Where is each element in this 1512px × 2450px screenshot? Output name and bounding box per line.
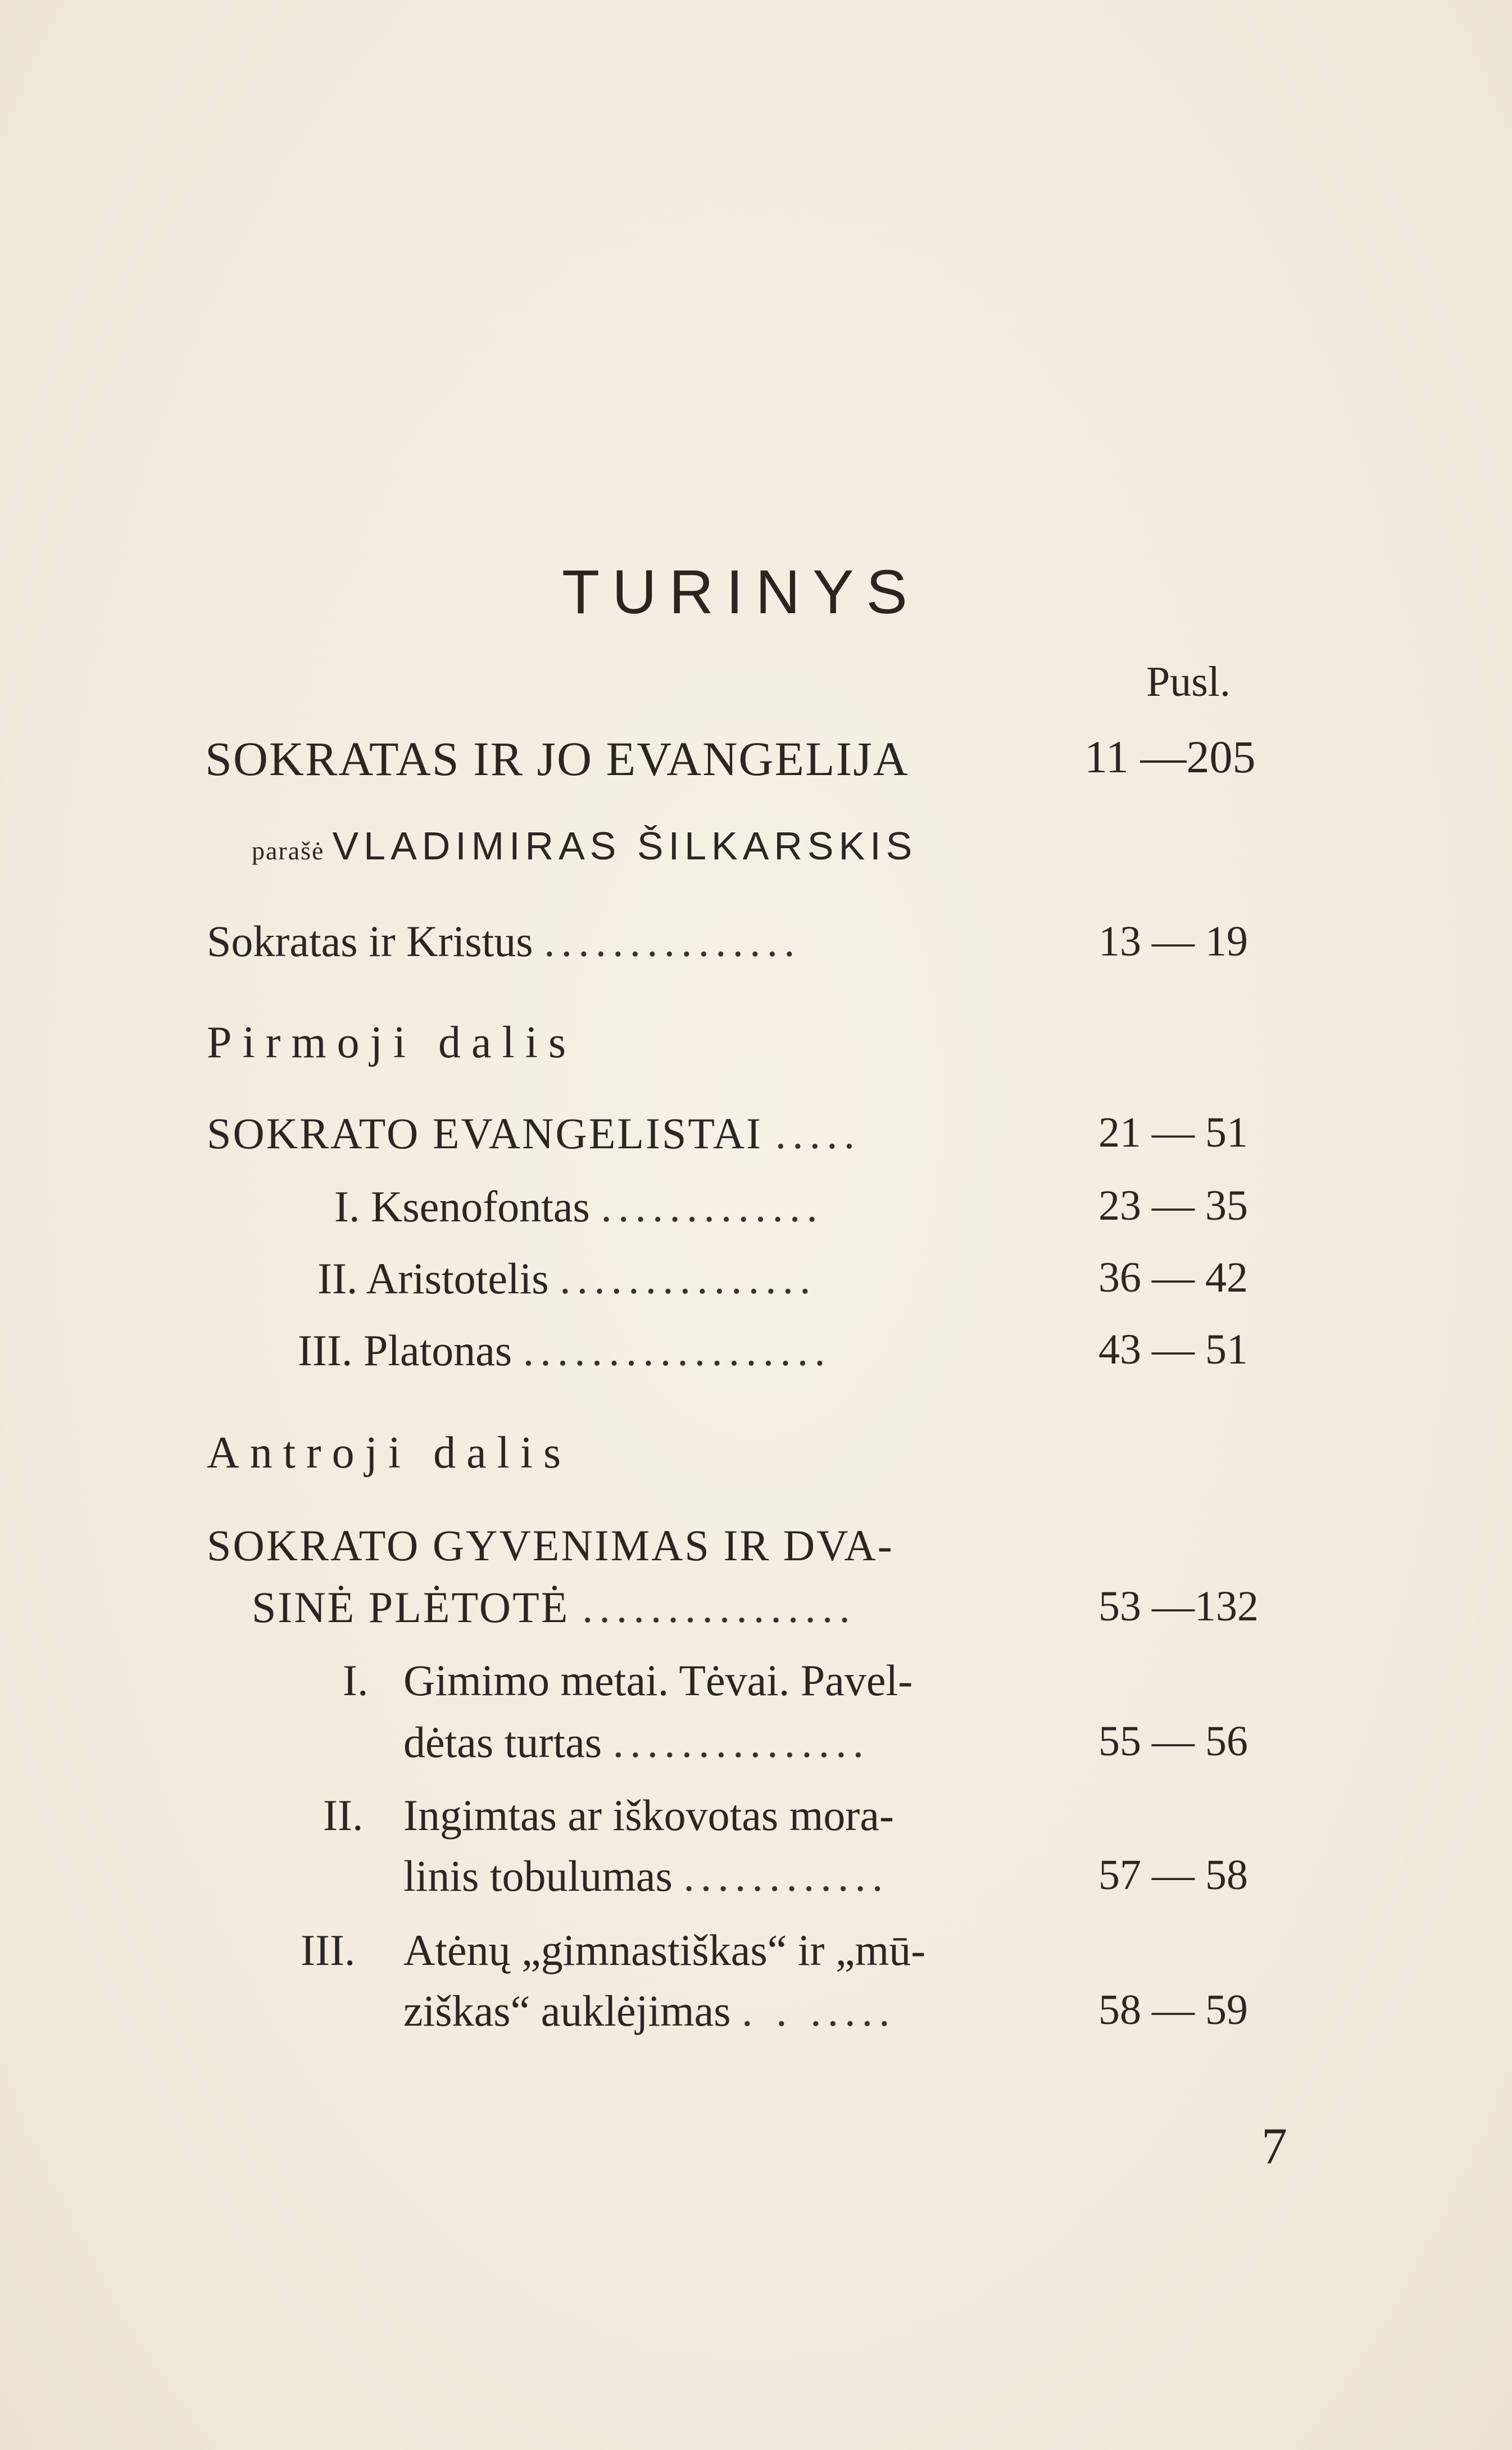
toc-leader-dots: ..... — [775, 1109, 861, 1158]
toc-leader-dots: ............... — [612, 1718, 870, 1767]
toc-item-platonas — [298, 1325, 832, 1376]
toc-item-ingimtas-pages: 57 — 58 — [1098, 1851, 1248, 1899]
toc-item-gimimo-line1: Gimimo metai. Tėvai. Pavel- — [403, 1656, 913, 1705]
toc-item-aristotelis — [317, 1253, 817, 1304]
toc-item-label: Platonas — [363, 1326, 512, 1375]
toc-item-ksenofontas — [334, 1181, 824, 1232]
part1-section-label: SOKRATO EVANGELISTAI — [207, 1109, 763, 1158]
toc-leader-dots: ............ — [683, 1851, 889, 1900]
part2-section-line1: SOKRATO GYVENIMAS IR DVA- — [207, 1521, 894, 1570]
toc-item-number: I. — [334, 1182, 360, 1231]
part1-section-pages: 21 — 51 — [1098, 1109, 1248, 1156]
author-prefix: parašė — [252, 836, 325, 865]
part1-heading: Pirmoji dalis — [207, 1018, 577, 1067]
page-title: TURINYS — [562, 558, 920, 627]
toc-item-atenu-line1: Atėnų „gimnastiškas“ ir „mū- — [403, 1926, 926, 1975]
pages-column-header: Pusl. — [1146, 658, 1231, 705]
toc-entry-label: Sokratas ir Kristus — [207, 917, 533, 966]
toc-item-number: I. — [343, 1656, 369, 1705]
toc-item-number: II. — [317, 1254, 358, 1303]
book-title-pages: 11 —205 — [1084, 731, 1256, 782]
toc-entry-intro — [207, 916, 801, 967]
author-name: VLADIMIRAS ŠILKARSKIS — [332, 824, 918, 868]
toc-leader-dots: ................ — [582, 1583, 856, 1632]
part1-section — [207, 1108, 861, 1159]
toc-item-number: III. — [301, 1926, 356, 1975]
part2-section-label: SINĖ PLĖTOTĖ — [252, 1583, 570, 1632]
toc-item-gimimo-line2 — [403, 1717, 870, 1768]
toc-item-ingimtas-line2 — [403, 1851, 889, 1901]
toc-item-label: dėtas turtas — [403, 1718, 602, 1767]
part2-heading: Antroji dalis — [207, 1428, 572, 1478]
toc-leader-dots: .................. — [523, 1326, 832, 1375]
toc-item-aristotelis-pages: 36 — 42 — [1098, 1254, 1248, 1301]
toc-item-label: ziškas“ auklėjimas — [403, 1986, 731, 2035]
toc-item-atenu-pages: 58 — 59 — [1098, 1986, 1248, 2034]
toc-item-platonas-pages: 43 — 51 — [1098, 1326, 1248, 1373]
toc-item-ingimtas-line1: Ingimtas ar iškovotas mora- — [403, 1791, 894, 1840]
toc-leader-dots: ............... — [560, 1254, 817, 1303]
book-title: SOKRATAS IR JO EVANGELIJA — [205, 732, 909, 786]
part2-section-pages: 53 —132 — [1098, 1583, 1259, 1630]
toc-leader-dots: . . ..... — [742, 1986, 896, 2035]
toc-item-label: Aristotelis — [366, 1254, 549, 1303]
toc-item-label: Ksenofontas — [370, 1182, 590, 1231]
toc-leader-dots: ............... — [544, 917, 801, 966]
author-line — [252, 823, 917, 868]
toc-leader-dots: ............. — [601, 1182, 824, 1231]
toc-entry-intro-pages: 13 — 19 — [1098, 918, 1248, 965]
toc-item-number: II. — [323, 1791, 364, 1840]
toc-item-label: linis tobulumas — [403, 1851, 673, 1900]
part2-section-line2 — [252, 1582, 856, 1633]
toc-item-ksenofontas-pages: 23 — 35 — [1098, 1182, 1248, 1229]
toc-item-gimimo-pages: 55 — 56 — [1098, 1718, 1248, 1765]
toc-item-atenu-line2 — [403, 1986, 896, 2036]
toc-item-number: III. — [298, 1326, 353, 1375]
page-number: 7 — [1261, 2117, 1287, 2175]
